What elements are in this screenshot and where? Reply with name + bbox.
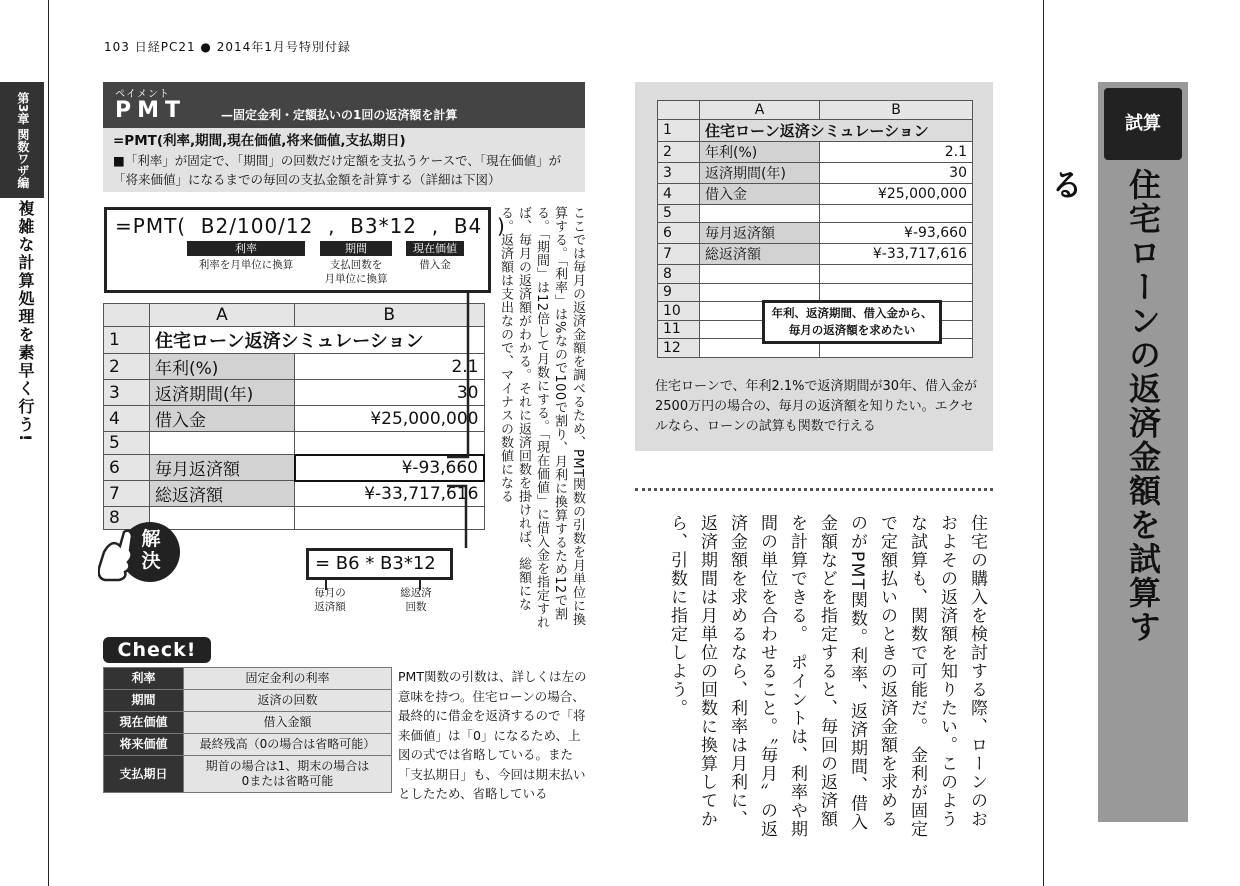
solved-label: 解決 (141, 528, 161, 572)
check-body-text: PMT関数の引数は、詳しくは左の意味を持つ。住宅ローンの場合、最終的に借金を返済するので「将来価値」は「0」になるため、上図の式では省略している。また「支払期日」も、今回は期末払いとしたため、省略している (398, 669, 587, 801)
cell-value: 2.1 (295, 354, 485, 380)
cell-value: 30 (820, 162, 973, 183)
cell-label: 返済期間(年) (700, 162, 820, 183)
row-header: 2 (104, 354, 150, 380)
cell-value: ¥-33,717,616 (820, 244, 973, 265)
function-description: ■「利率」が固定で、「期間」の回数だけ定額を支払うケースで、「現在価値」が「将来価値」になるまでの毎回の支払金額を計算する（詳細は下図） (113, 153, 562, 187)
function-ruby: ペイメント (115, 89, 170, 100)
row-header: 12 (658, 339, 700, 358)
article-title: 住宅ローンの返済金額を試算する (1046, 168, 1162, 644)
check-key: 期間 (104, 690, 184, 712)
formula-note-period: 支払回数を 月単位に換算 (324, 259, 388, 285)
cell-value: ¥25,000,000 (295, 406, 485, 432)
cell-label: 借入金 (150, 406, 295, 432)
function-name: PMT (115, 98, 187, 123)
cell-label (700, 265, 820, 284)
formula-tag-period: 期間 (320, 241, 392, 256)
chapter-tab: 第3章 関数ワザ編 (0, 82, 44, 198)
column-header-a: A (150, 304, 295, 327)
check-value: 固定金利の利率 (184, 668, 392, 690)
figure-callout: 年利、返済期間、借入金から、 毎月の返済額を求めたい (762, 300, 942, 344)
article-body-text: 住宅の購入を検討する際、ローンのおおよその返済額を知りたい。このような試算も、関数で可能だ。 金利が固定で定額払いのときの返済金額を求めるのがPMT関数。利率、返済期間、借入金額などを指定すると、毎回の返済額を計算できる。 ポイントは、利率や期間の単位を合わせること。〝毎月〟の返済金額を求めるなら、利率は月利に、返済期間は月単位の回数に換算してから、引数に指定しよう。 (667, 514, 987, 839)
cell-value: 2.1 (820, 141, 973, 162)
function-subtitle: —固定金利・定額払いの1回の返済額を計算 (221, 108, 458, 122)
cell-label: 総返済額 (700, 244, 820, 265)
check-value: 期首の場合は1、期末の場合は 0または省略可能 (184, 756, 392, 793)
total-formula-note-count: 総返済 回数 (400, 587, 432, 613)
check-table (103, 667, 392, 793)
cell-label: 借入金 (700, 183, 820, 204)
cell-value (820, 283, 973, 302)
cell-label: 年利(%) (700, 141, 820, 162)
row-header: 2 (658, 141, 700, 162)
formula-note-pv: 借入金 (419, 259, 451, 271)
check-key: 現在価値 (104, 712, 184, 734)
row-header: 6 (658, 223, 700, 244)
dotted-divider (635, 488, 993, 491)
row-header: 1 (104, 327, 150, 354)
figure-caption: 住宅ローンで、年利2.1%で返済期間が30年、借入金が2500万円の場合の、毎月の返済額を知りたい。エクセルなら、ローンの試算も関数で行える (655, 379, 978, 434)
row-header: 5 (104, 432, 150, 455)
row-header: 8 (104, 507, 150, 530)
row-header: 4 (658, 183, 700, 204)
explanation-text: ここでは毎月の返済金額を調べるため、PMT関数の引数を月単位に換算する。「利率」は%なので100で割り、月利に換算するため12で割る。「期間」は12倍して月数にする。「現在価値」に借入金を指定すれば、毎月の返済額がわかる。それに返済回数を掛ければ、総額になる。返済額は支出なので、マイナスの数値になる (498, 206, 585, 630)
row-header: 10 (658, 302, 700, 321)
column-header-b: B (295, 304, 485, 327)
formula-tag-rate: 利率 (187, 241, 305, 256)
cell-value: ¥-93,660 (820, 223, 973, 244)
cell-value: ¥-33,717,616 (295, 481, 485, 507)
cell-value (820, 265, 973, 284)
function-syntax: =PMT(利率,期間,現在価値,将来価値,支払期日) (113, 133, 406, 149)
row-header: 3 (658, 162, 700, 183)
chapter-subtitle: 複雑な計算処理を素早く行う! (16, 200, 35, 444)
row-header: 9 (658, 283, 700, 302)
cell-label: 年利(%) (150, 354, 295, 380)
row-header: 1 (658, 119, 700, 141)
check-value: 最終残高（0の場合は省略可能） (184, 734, 392, 756)
row-header: 7 (658, 244, 700, 265)
cell-value (820, 204, 973, 223)
row-header: 4 (104, 406, 150, 432)
column-header-b: B (820, 101, 973, 120)
cell-label (700, 204, 820, 223)
check-value: 借入金額 (184, 712, 392, 734)
total-formula-note-monthly: 毎月の 返済額 (314, 587, 346, 613)
column-header-a: A (700, 101, 820, 120)
check-heading: Check! (103, 637, 211, 663)
row-header: 7 (104, 481, 150, 507)
category-tag: 試算 (1104, 88, 1182, 160)
check-key: 支払期日 (104, 756, 184, 793)
formula-note-rate: 利率を月単位に換算 (198, 259, 294, 271)
formula-tag-pv: 現在価値 (406, 241, 464, 256)
page-header: 103 日経PC21 ● 2014年1月号特別付録 (104, 40, 351, 54)
check-key: 利率 (104, 668, 184, 690)
cell-value: 30 (295, 380, 485, 406)
check-key: 将来価値 (104, 734, 184, 756)
cell-label: 毎月返済額 (700, 223, 820, 244)
check-value: 返済の回数 (184, 690, 392, 712)
cell-value: ¥25,000,000 (820, 183, 973, 204)
selected-cell-value: ¥-93,660 (295, 455, 485, 481)
row-header: 5 (658, 204, 700, 223)
sheet-title-cell: 住宅ローン返済シミュレーション (700, 119, 973, 141)
sheet-title-cell: 住宅ローン返済シミュレーション (150, 327, 485, 354)
sheet-corner (658, 101, 700, 120)
row-header: 6 (104, 455, 150, 481)
cell-label: 返済期間(年) (150, 380, 295, 406)
cell-label: 毎月返済額 (150, 455, 295, 481)
cell-label: 総返済額 (150, 481, 295, 507)
cell-label (700, 283, 820, 302)
row-header: 8 (658, 265, 700, 284)
total-formula-box: = B6 * B3*12 (306, 548, 453, 580)
row-header: 11 (658, 320, 700, 339)
row-header: 3 (104, 380, 150, 406)
formula-text: =PMT( B2/100/12 , B3*12 , B4 ) (115, 214, 506, 238)
